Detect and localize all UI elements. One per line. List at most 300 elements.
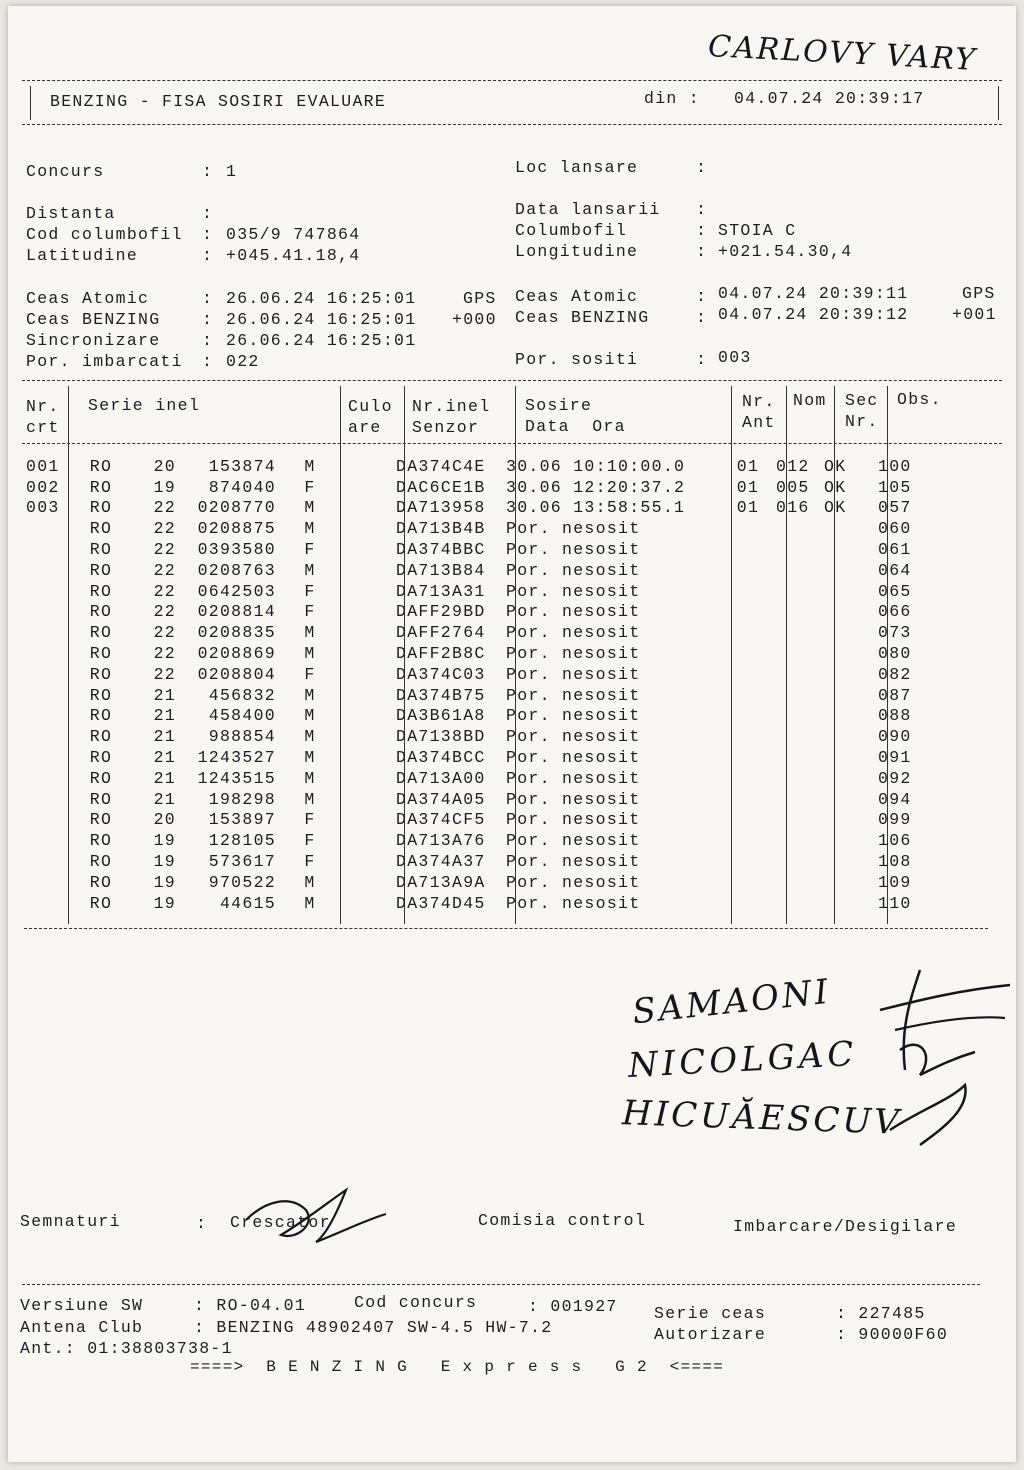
clock-suffix: +001 — [952, 305, 997, 324]
cell-obs: 088 — [878, 706, 912, 726]
cell-ring: 970522 — [208, 872, 276, 892]
table-row — [22, 893, 928, 914]
cell-year: 21 — [153, 748, 176, 768]
info-label: Loc lansare — [515, 158, 639, 177]
clock-value: 04.07.24 20:39:11 — [718, 284, 909, 303]
cell-sosire: Por. nesosit — [506, 581, 641, 601]
table-top-rule — [22, 380, 1002, 381]
info-sep: : — [202, 204, 214, 223]
cell-nr — [22, 726, 70, 747]
cell-ring: 1243527 — [197, 748, 276, 768]
cell-sex: M — [304, 498, 316, 518]
clock-value: 26.06.24 16:25:01 — [226, 310, 417, 329]
cell-ring: 0208804 — [197, 664, 276, 684]
cell-obs: 090 — [878, 727, 912, 747]
ant-line: Ant.: 01:38803738-1 — [20, 1339, 233, 1358]
cell-sosire: 30.06 13:58:55.1 — [506, 498, 686, 518]
cell-year: 22 — [153, 602, 176, 622]
cell-senzor: DA374CF5 — [396, 810, 486, 830]
date-value: 04.07.24 20:39:17 — [734, 89, 925, 108]
cell-ring: 153874 — [208, 456, 276, 476]
cell-nom — [776, 602, 824, 623]
cell-sosire: 30.06 10:10:00.0 — [506, 456, 686, 476]
cell-nom — [776, 872, 824, 893]
clock-suffix: GPS — [463, 289, 497, 308]
cell-culo — [334, 768, 394, 789]
info-value: +045.41.18,4 — [226, 246, 361, 265]
header-right-edge — [998, 86, 999, 120]
cell-senzor: DA374C03 — [396, 664, 486, 684]
cell-country: RO — [89, 768, 113, 788]
cell-senzor: DA713A00 — [396, 768, 486, 788]
cell-sosire: Por. nesosit — [506, 872, 641, 892]
cell-nr — [22, 893, 70, 914]
cell-culo — [334, 560, 394, 581]
cell-nr — [22, 747, 70, 768]
cell-year: 21 — [153, 706, 176, 726]
info-sep: : — [202, 246, 214, 265]
cell-sex: M — [304, 789, 316, 809]
cell-year: 22 — [153, 498, 176, 518]
cell-country: RO — [89, 477, 113, 497]
cell-nom — [776, 747, 824, 768]
cell-sec — [824, 706, 878, 727]
handwritten-signature: SAMAONI — [630, 971, 833, 1033]
cell-country: RO — [89, 727, 113, 747]
cell-nom — [776, 622, 824, 643]
cell-ant: 01 — [736, 477, 760, 497]
cell-sec — [824, 581, 878, 602]
clock-label: Ceas BENZING — [515, 308, 650, 327]
info-sep: : — [696, 200, 708, 219]
table-row — [22, 810, 928, 831]
cell-ring: 458400 — [208, 706, 276, 726]
table-row — [22, 581, 928, 602]
cell-culo — [334, 477, 394, 498]
info-value: 035/9 747864 — [226, 225, 361, 244]
cell-culo — [334, 498, 394, 519]
cell-culo — [334, 810, 394, 831]
comisia-label: Comisia control — [478, 1211, 647, 1230]
cell-ring: 874040 — [208, 477, 276, 497]
cell-sosire: Por. nesosit — [506, 540, 641, 560]
cell-nom — [776, 851, 824, 872]
cell-ant — [720, 622, 776, 643]
antena-label: Antena Club — [20, 1318, 144, 1337]
cell-ant — [720, 872, 776, 893]
cell-culo — [334, 518, 394, 539]
cell-nom — [776, 726, 824, 747]
cell-ant: 01 — [736, 456, 760, 476]
cell-nr — [22, 789, 70, 810]
cell-sec — [824, 768, 878, 789]
crescator-signature — [236, 1180, 396, 1250]
cell-year: 21 — [153, 685, 176, 705]
cell-nr — [22, 539, 70, 560]
table-row — [22, 706, 928, 727]
cell-culo — [334, 602, 394, 623]
cell-ant — [720, 851, 776, 872]
col-header-culo: Culo — [348, 397, 393, 416]
cell-country: RO — [89, 789, 113, 809]
cell-country: RO — [89, 602, 113, 622]
cell-nr — [22, 685, 70, 706]
cell-ant: 01 — [736, 498, 760, 518]
signatures-label: Semnaturi — [20, 1212, 121, 1231]
cell-sec — [824, 602, 878, 623]
signatures-sep: : — [196, 1214, 208, 1233]
cell-obs: 057 — [878, 498, 912, 518]
versiune-label: Versiune SW — [20, 1296, 144, 1315]
info-label: Data lansarii — [515, 200, 661, 219]
cell-nr — [22, 664, 70, 685]
cell-nom — [776, 830, 824, 851]
info-value: +021.54.30,4 — [718, 242, 853, 261]
versiune-value: : RO-04.01 — [194, 1296, 307, 1315]
cell-sex: F — [304, 477, 316, 497]
cell-country: RO — [89, 560, 113, 580]
cell-nom — [776, 789, 824, 810]
cell-country: RO — [89, 852, 113, 872]
col-header-obs: Obs. — [897, 390, 942, 409]
cell-nr — [22, 560, 70, 581]
cell-senzor: DA374B75 — [396, 685, 486, 705]
cell-ant — [720, 726, 776, 747]
table-row — [22, 726, 928, 747]
cell-obs: 065 — [878, 581, 912, 601]
cell-culo — [334, 851, 394, 872]
cell-obs: 108 — [878, 852, 912, 872]
clock-sep: : — [202, 331, 214, 350]
cell-culo — [334, 706, 394, 727]
header-left-edge — [30, 86, 31, 120]
cell-ant — [720, 893, 776, 914]
cell-ring: 0208875 — [197, 519, 276, 539]
cell-ring: 198298 — [208, 789, 276, 809]
cell-sec — [824, 539, 878, 560]
cell-culo — [334, 539, 394, 560]
clock-value: 04.07.24 20:39:12 — [718, 305, 909, 324]
table-row — [22, 518, 928, 539]
cell-ant — [720, 830, 776, 851]
table-row — [22, 664, 928, 685]
cell-senzor: DA374BCC — [396, 748, 486, 768]
table-row — [22, 602, 928, 623]
cell-country: RO — [89, 581, 113, 601]
cell-nom — [776, 643, 824, 664]
cell-obs: 061 — [878, 540, 912, 560]
cell-senzor: DA713958 — [396, 498, 486, 518]
cell-nr — [22, 643, 70, 664]
autorizare-label: Autorizare — [654, 1325, 767, 1344]
clock-label: Por. imbarcati — [26, 352, 183, 371]
col-header-senzor: Senzor — [412, 418, 480, 437]
clock-value: 26.06.24 16:25:01 — [226, 289, 417, 308]
cell-ring: 44615 — [219, 893, 276, 913]
cell-ring: 988854 — [208, 727, 276, 747]
table-row — [22, 851, 928, 872]
table-row — [22, 685, 928, 706]
cell-nom — [776, 685, 824, 706]
cell-ant — [720, 768, 776, 789]
cell-nr — [22, 581, 70, 602]
cell-country: RO — [89, 831, 113, 851]
cell-nom — [776, 581, 824, 602]
cell-year: 20 — [153, 810, 176, 830]
cell-ring: 128105 — [208, 831, 276, 851]
table-row — [22, 539, 928, 560]
cell-culo — [334, 872, 394, 893]
cell-obs: 066 — [878, 602, 912, 622]
col-header-sec: Sec — [845, 391, 879, 410]
table-header-rule — [22, 443, 1002, 444]
cell-ant — [720, 664, 776, 685]
cell-year: 21 — [153, 789, 176, 809]
cell-sex: M — [304, 685, 316, 705]
cell-country: RO — [89, 893, 113, 913]
clock-suffix: GPS — [962, 284, 996, 303]
info-label: Latitudine — [26, 246, 139, 265]
cell-sec — [824, 518, 878, 539]
clock-label: Sincronizare — [26, 331, 161, 350]
cell-ring: 0208814 — [197, 602, 276, 622]
col-header-ant: Nr. — [742, 392, 776, 411]
col-header-nr: Nr. — [26, 397, 60, 416]
cell-country: RO — [89, 706, 113, 726]
cell-nr — [22, 810, 70, 831]
table-bottom-rule — [24, 928, 988, 929]
cell-obs: 087 — [878, 685, 912, 705]
cell-nr — [22, 622, 70, 643]
cell-obs: 109 — [878, 872, 912, 892]
cell-senzor: DA713A31 — [396, 581, 486, 601]
cell-obs: 092 — [878, 768, 912, 788]
crescator-label: Crescator — [230, 1213, 331, 1232]
table-row — [22, 622, 928, 643]
cell-nom — [776, 664, 824, 685]
info-sep: : — [696, 221, 708, 240]
cell-country: RO — [89, 519, 113, 539]
info-label: Cod columbofil — [26, 225, 183, 244]
serie-ceas-value: : 227485 — [836, 1304, 926, 1323]
cell-country: RO — [89, 685, 113, 705]
col-header-serie: Serie inel — [88, 396, 201, 415]
cell-ring: 0208763 — [197, 560, 276, 580]
clock-label: Ceas Atomic — [515, 287, 639, 306]
cell-sosire: Por. nesosit — [506, 519, 641, 539]
cell-sex: F — [304, 581, 316, 601]
cell-senzor: DA3B61A8 — [396, 706, 486, 726]
table-row — [22, 477, 928, 498]
cell-sec: OK — [824, 456, 847, 476]
cell-ring: 456832 — [208, 685, 276, 705]
cell-ring: 153897 — [208, 810, 276, 830]
cell-country: RO — [89, 498, 113, 518]
cell-sosire: Por. nesosit — [506, 623, 641, 643]
cell-nom — [776, 706, 824, 727]
cell-sex: M — [304, 768, 316, 788]
cell-ant — [720, 810, 776, 831]
cell-sosire: Por. nesosit — [506, 893, 641, 913]
info-value: STOIA C — [718, 221, 797, 240]
cell-year: 19 — [153, 831, 176, 851]
cell-country: RO — [89, 810, 113, 830]
autorizare-value: : 90000F60 — [836, 1325, 949, 1344]
cell-senzor: DA374D45 — [396, 893, 486, 913]
table-row — [22, 768, 928, 789]
cell-sosire: Por. nesosit — [506, 768, 641, 788]
cell-nr — [22, 768, 70, 789]
col-header-nr: crt — [26, 418, 60, 437]
header-bottom-rule — [22, 124, 1002, 125]
col-header-sosire: Sosire — [525, 396, 593, 415]
cell-ring: 0208770 — [197, 498, 276, 518]
cell-sec — [824, 622, 878, 643]
cell-obs: 099 — [878, 810, 912, 830]
cell-sec — [824, 872, 878, 893]
cell-year: 22 — [153, 664, 176, 684]
table-row — [22, 560, 928, 581]
cell-year: 22 — [153, 644, 176, 664]
cell-obs: 105 — [878, 477, 912, 497]
cell-senzor: DA374A37 — [396, 852, 486, 872]
clock-sep: : — [696, 287, 708, 306]
cell-country: RO — [89, 623, 113, 643]
cell-sec: OK — [824, 498, 847, 518]
cell-obs: 094 — [878, 789, 912, 809]
cell-country: RO — [89, 872, 113, 892]
cell-sex: M — [304, 872, 316, 892]
cell-culo — [334, 789, 394, 810]
cell-culo — [334, 581, 394, 602]
cell-nr — [22, 706, 70, 727]
table-row — [22, 498, 928, 519]
cell-sex: F — [304, 852, 316, 872]
cell-ring: 573617 — [208, 852, 276, 872]
date-label: din : — [644, 89, 701, 108]
cell-nr: 002 — [26, 477, 60, 497]
cell-sosire: Por. nesosit — [506, 664, 641, 684]
cell-sosire: Por. nesosit — [506, 727, 641, 747]
cell-obs: 100 — [878, 456, 912, 476]
cell-culo — [334, 643, 394, 664]
cell-ring: 0393580 — [197, 540, 276, 560]
table-row — [22, 747, 928, 768]
cell-nom: 016 — [776, 498, 810, 518]
cell-obs: 064 — [878, 560, 912, 580]
cell-nom — [776, 810, 824, 831]
cod-concurs-value: : 001927 — [528, 1297, 618, 1316]
cell-sec — [824, 893, 878, 914]
info-sep: : — [696, 242, 708, 261]
clock-sep: : — [202, 352, 214, 371]
cell-sex: F — [304, 602, 316, 622]
cell-sex: M — [304, 560, 316, 580]
cell-senzor: DA374A05 — [396, 789, 486, 809]
cell-culo — [334, 830, 394, 851]
cell-year: 19 — [153, 477, 176, 497]
cell-country: RO — [89, 664, 113, 684]
cell-sec — [824, 560, 878, 581]
cell-sosire: Por. nesosit — [506, 831, 641, 851]
cell-ant — [720, 643, 776, 664]
clock-sep: : — [696, 308, 708, 327]
cell-senzor: DA713B4B — [396, 519, 486, 539]
clock-value: 022 — [226, 352, 260, 371]
cell-nr — [22, 830, 70, 851]
cell-sec — [824, 664, 878, 685]
cell-culo — [334, 456, 394, 477]
cell-senzor: DAFF2B8C — [396, 644, 486, 664]
cell-sex: F — [304, 810, 316, 830]
cell-year: 21 — [153, 727, 176, 747]
cell-nr — [22, 851, 70, 872]
cell-sosire: Por. nesosit — [506, 685, 641, 705]
cell-year: 22 — [153, 519, 176, 539]
col-header-sosire: Data Ora — [525, 417, 626, 436]
cell-sec — [824, 726, 878, 747]
cell-year: 19 — [153, 893, 176, 913]
cell-sex: M — [304, 623, 316, 643]
cell-year: 22 — [153, 560, 176, 580]
cell-obs: 082 — [878, 664, 912, 684]
cell-obs: 073 — [878, 623, 912, 643]
cell-ant — [720, 560, 776, 581]
cell-culo — [334, 685, 394, 706]
cell-nom — [776, 768, 824, 789]
cell-year: 22 — [153, 623, 176, 643]
cell-nr — [22, 872, 70, 893]
table-row — [22, 789, 928, 810]
info-label: Distanta — [26, 204, 116, 223]
cell-sosire: Por. nesosit — [506, 852, 641, 872]
cell-ring: 1243515 — [197, 768, 276, 788]
cell-culo — [334, 726, 394, 747]
clock-suffix: +000 — [452, 310, 497, 329]
cell-ring: 0642503 — [197, 581, 276, 601]
cell-nr — [22, 518, 70, 539]
cell-obs: 091 — [878, 748, 912, 768]
cell-sex: M — [304, 748, 316, 768]
cell-senzor: DA7138BD — [396, 727, 486, 747]
cell-year: 21 — [153, 768, 176, 788]
cell-sex: M — [304, 456, 316, 476]
info-label: Concurs — [26, 162, 105, 181]
cell-culo — [334, 622, 394, 643]
info-sep: : — [202, 225, 214, 244]
handwritten-location: CARLOVY VARY — [707, 28, 978, 79]
cell-sosire: 30.06 12:20:37.2 — [506, 477, 686, 497]
cell-ant — [720, 789, 776, 810]
cell-sec: OK — [824, 477, 847, 497]
serie-ceas-label: Serie ceas — [654, 1304, 767, 1323]
arrivals-table — [22, 456, 928, 914]
cell-culo — [334, 664, 394, 685]
cell-obs: 110 — [878, 893, 912, 913]
cell-ant — [720, 747, 776, 768]
clock-label: Por. sositi — [515, 350, 639, 369]
clock-label: Ceas Atomic — [26, 289, 150, 308]
cell-sosire: Por. nesosit — [506, 810, 641, 830]
cell-year: 22 — [153, 540, 176, 560]
cell-sex: F — [304, 664, 316, 684]
cell-nom: 012 — [776, 456, 810, 476]
cell-year: 19 — [153, 872, 176, 892]
cell-sec — [824, 810, 878, 831]
cell-nom — [776, 539, 824, 560]
info-sep: : — [202, 162, 214, 181]
cell-ant — [720, 685, 776, 706]
